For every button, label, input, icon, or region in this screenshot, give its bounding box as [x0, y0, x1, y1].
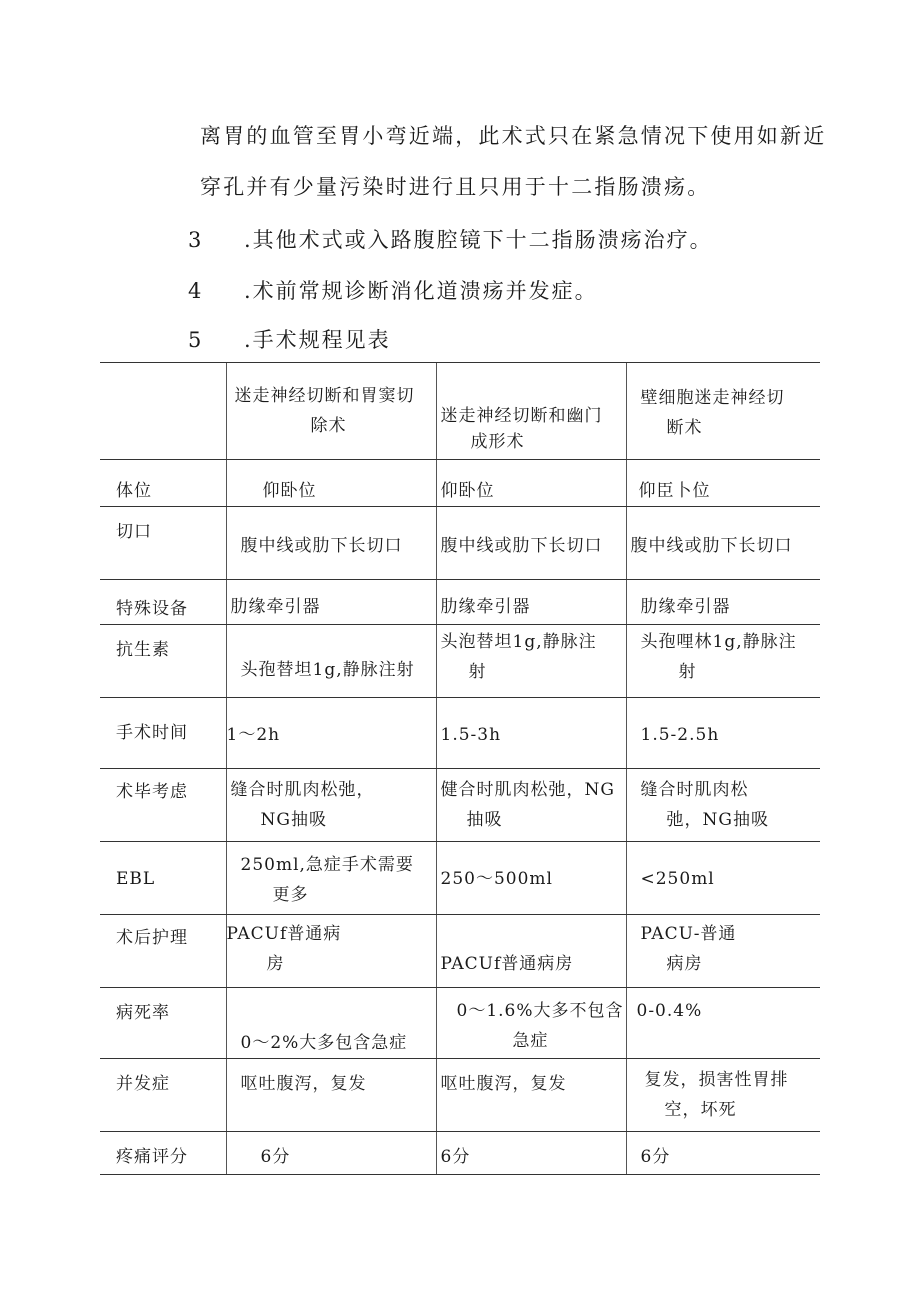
table-cell — [226, 842, 436, 915]
cell-line: NG抽吸 — [260, 810, 327, 830]
table-cell — [226, 460, 436, 507]
table-cell — [436, 625, 626, 698]
table-cell — [226, 1059, 436, 1132]
row-label: 术后护理 — [116, 928, 188, 948]
list-item-text: .手术规程见表 — [244, 328, 391, 352]
table-cell — [626, 698, 820, 769]
row-label-cell — [100, 1059, 226, 1132]
cell-line: 0-0.4% — [636, 1001, 703, 1021]
header-cell-empty — [100, 363, 226, 460]
table-cell — [226, 769, 436, 842]
table-cell — [626, 1132, 820, 1175]
table-cell — [226, 625, 436, 698]
table-cell — [226, 915, 436, 988]
cell-line: 仰卧位 — [262, 481, 317, 501]
cell-line: PACU-普通 — [640, 924, 737, 944]
cell-line: 1.5-3h — [440, 725, 502, 745]
table-cell — [436, 698, 626, 769]
table-row — [100, 988, 820, 1059]
table-row — [100, 507, 820, 580]
cell-line: 射 — [678, 662, 697, 682]
cell-line: 呕吐腹泻，复发 — [240, 1074, 367, 1094]
row-label-cell — [100, 915, 226, 988]
cell-line: PACUf普通病房 — [440, 954, 574, 974]
table-cell — [626, 460, 820, 507]
row-label-cell — [100, 769, 226, 842]
row-label: EBL — [116, 869, 156, 889]
cell-line: 头泡替坦1g,静脉注 — [440, 632, 597, 652]
list-item-number: 5 — [188, 328, 204, 352]
table-header-row — [100, 363, 820, 460]
list-item — [188, 275, 598, 305]
table-cell — [436, 1059, 626, 1132]
cell-line: 肋缘牵引器 — [640, 597, 731, 617]
table-cell — [436, 1132, 626, 1175]
paragraph-line-1: 离胃的血管至胃小弯近端，此术式只在紧急情况下使用如新近 — [200, 124, 827, 148]
table-cell — [626, 769, 820, 842]
cell-line: 呕吐腹泻，复发 — [440, 1074, 567, 1094]
table-row — [100, 842, 820, 915]
cell-line: 头孢哩林1g,静脉注 — [640, 632, 797, 652]
cell-line: 1.5-2.5h — [640, 725, 720, 745]
header-cell — [226, 363, 436, 460]
list-item-text: .其他术式或入路腹腔镜下十二指肠溃疡治疗。 — [244, 228, 713, 252]
list-item — [188, 324, 391, 354]
table-cell — [626, 842, 820, 915]
table-row — [100, 460, 820, 507]
table-cell — [226, 1132, 436, 1175]
header-line: 断术 — [666, 418, 703, 438]
table-cell — [436, 507, 626, 580]
table-cell — [436, 580, 626, 625]
table-cell — [626, 507, 820, 580]
table-cell — [626, 580, 820, 625]
list-item-number: 4 — [188, 279, 204, 303]
row-label: 术毕考虑 — [116, 782, 188, 802]
cell-line: 6分 — [440, 1147, 471, 1167]
row-label-cell — [100, 625, 226, 698]
cell-line: 肋缘牵引器 — [230, 597, 321, 617]
cell-line: 0～1.6%大多不包含 — [456, 1001, 624, 1021]
table-cell — [436, 460, 626, 507]
cell-line: 射 — [468, 662, 487, 682]
cell-line: 急症 — [512, 1031, 549, 1051]
table-cell — [226, 507, 436, 580]
table-cell — [436, 769, 626, 842]
table-cell — [626, 915, 820, 988]
table-cell — [226, 698, 436, 769]
row-label: 切口 — [116, 522, 152, 542]
cell-line: 仰臣卜位 — [638, 481, 711, 501]
table-row — [100, 1132, 820, 1175]
row-label: 病死率 — [116, 1003, 170, 1023]
cell-line: 腹中线或肋下长切口 — [630, 536, 793, 556]
table-cell — [436, 988, 626, 1059]
cell-line: 肋缘牵引器 — [440, 597, 531, 617]
table-row — [100, 580, 820, 625]
cell-line: 更多 — [272, 885, 309, 905]
table-cell — [226, 988, 436, 1059]
table-cell — [626, 988, 820, 1059]
list-item-number: 3 — [188, 228, 204, 252]
table-cell — [436, 842, 626, 915]
header-line: 成形术 — [470, 432, 525, 452]
table-cell — [436, 915, 626, 988]
table-row — [100, 769, 820, 842]
cell-line: PACUf普通病 — [226, 924, 342, 944]
cell-line: 仰卧位 — [440, 481, 495, 501]
header-cell — [436, 363, 626, 460]
row-label-cell — [100, 460, 226, 507]
table-cell — [226, 580, 436, 625]
cell-line: 腹中线或肋下长切口 — [440, 536, 603, 556]
row-label-cell — [100, 842, 226, 915]
cell-line: 腹中线或肋下长切口 — [240, 536, 403, 556]
row-label-cell — [100, 580, 226, 625]
row-label-cell — [100, 1132, 226, 1175]
table-cell — [626, 625, 820, 698]
table-cell — [626, 1059, 820, 1132]
cell-line: 6分 — [260, 1147, 291, 1167]
table-row — [100, 915, 820, 988]
cell-line: 房 — [266, 954, 285, 974]
row-label: 抗生素 — [116, 640, 170, 660]
cell-line: 缝合时肌肉松弛， — [230, 780, 375, 800]
header-line: 除术 — [310, 416, 347, 436]
row-label: 手术时间 — [116, 723, 188, 743]
cell-line: 1～2h — [226, 725, 281, 745]
cell-line: 复发，损害性胃排 — [644, 1070, 789, 1090]
row-label: 特殊设备 — [116, 599, 188, 619]
table-row — [100, 698, 820, 769]
row-label: 并发症 — [116, 1074, 170, 1094]
cell-line: <250ml — [640, 869, 715, 889]
cell-line: 抽吸 — [466, 810, 503, 830]
cell-line: 6分 — [640, 1147, 671, 1167]
row-label: 疼痛评分 — [116, 1147, 188, 1167]
row-label-cell — [100, 698, 226, 769]
row-label-cell — [100, 507, 226, 580]
header-line: 迷走神经切断和胃窦切 — [234, 386, 415, 406]
row-label-cell — [100, 988, 226, 1059]
header-line: 壁细胞迷走神经切 — [640, 388, 785, 408]
table-row — [100, 625, 820, 698]
cell-line: 缝合时肌肉松 — [640, 780, 749, 800]
cell-line: 250ml,急症手术需要 — [240, 855, 414, 875]
header-cell — [626, 363, 820, 460]
procedure-table — [100, 362, 820, 1175]
cell-line: 250～500ml — [440, 869, 553, 889]
list-item-text: .术前常规诊断消化道溃疡并发症。 — [244, 279, 598, 303]
row-label: 体位 — [116, 481, 152, 501]
table-row — [100, 1059, 820, 1132]
header-line: 迷走神经切断和幽门 — [440, 406, 603, 426]
cell-line: 0～2%大多包含急症 — [240, 1033, 408, 1053]
cell-line: 健合时肌肉松弛，NG — [440, 780, 615, 800]
paragraph-line-2: 穿孔并有少量污染时进行且只用于十二指肠溃疡。 — [200, 175, 711, 199]
cell-line: 病房 — [666, 954, 703, 974]
cell-line: 头孢替坦1g,静脉注射 — [240, 660, 415, 680]
list-item — [188, 224, 713, 254]
cell-line: 空，坏死 — [664, 1100, 737, 1120]
cell-line: 弛，NG抽吸 — [666, 810, 769, 830]
